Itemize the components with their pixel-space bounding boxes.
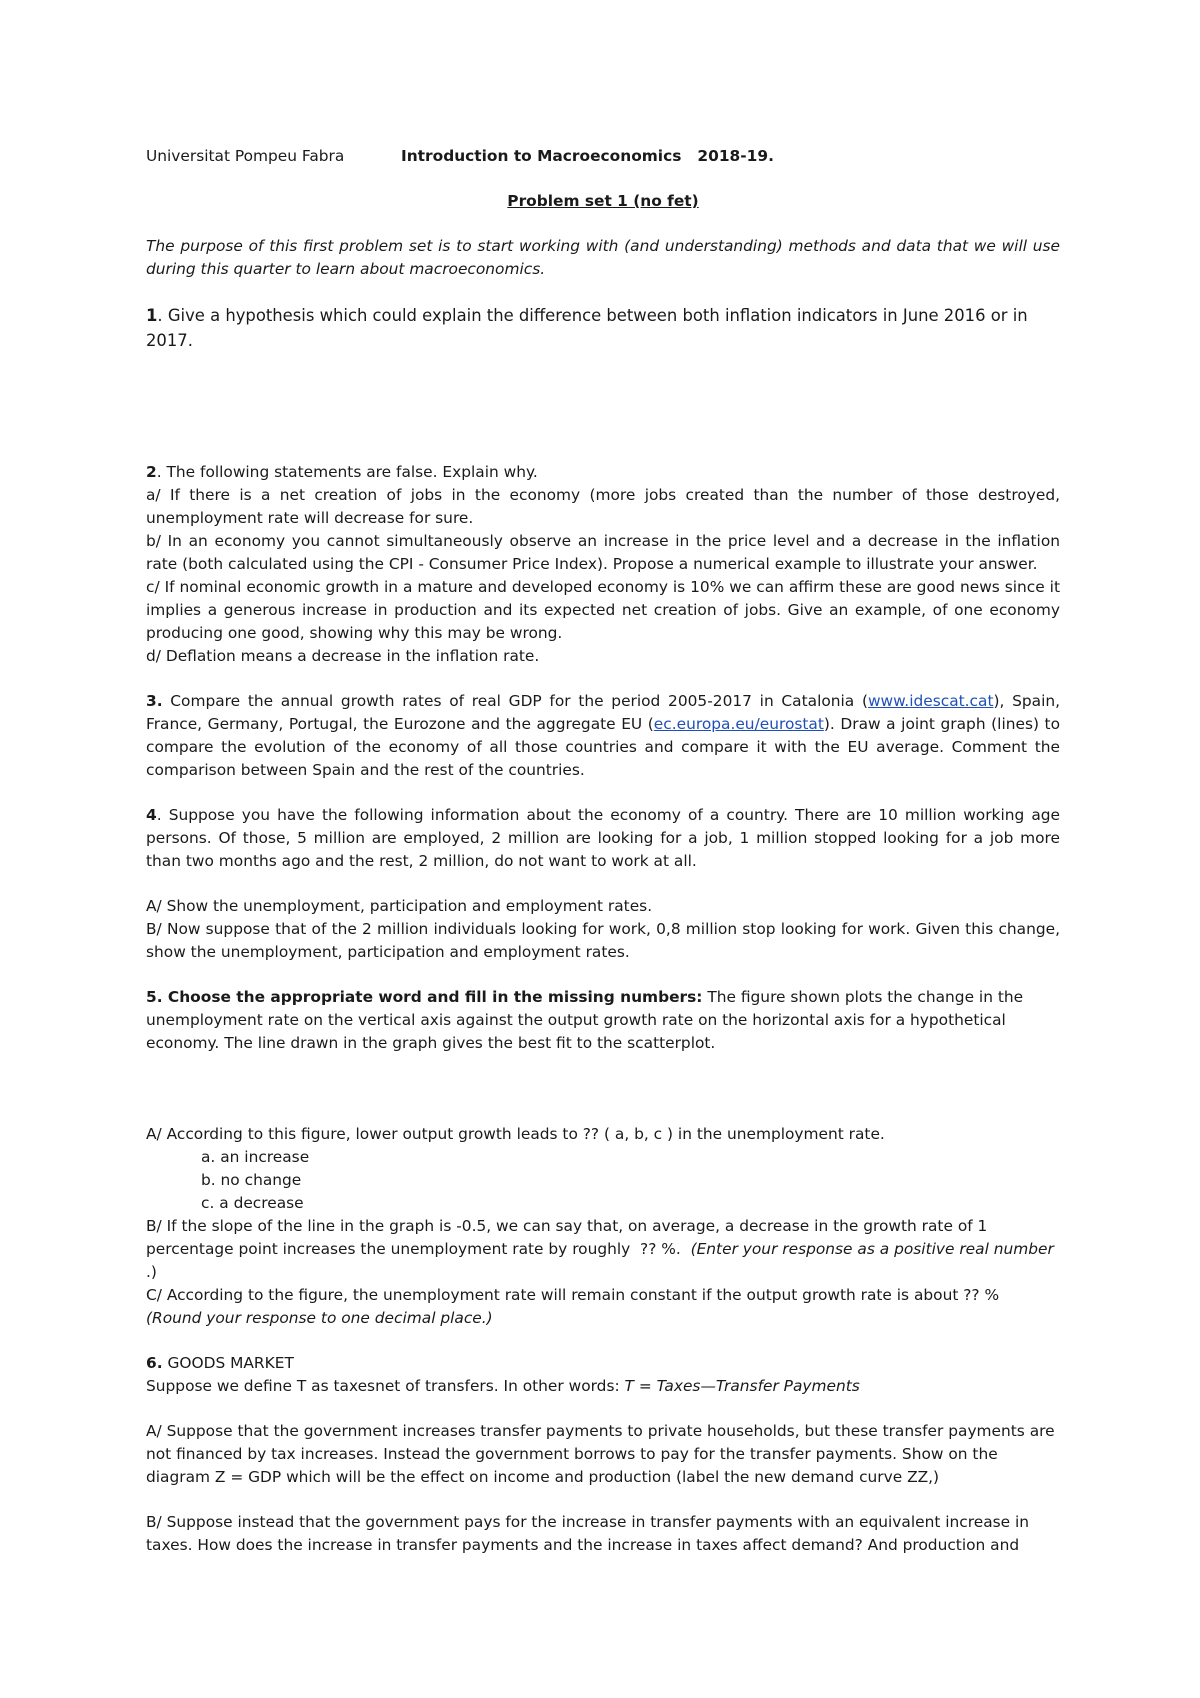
question-5b-note: (Enter your response as a positive real number <box>690 1240 1054 1258</box>
question-1-text: . Give a hypothesis which could explain the difference between both inflation indicators in June 2016 or in 2017. <box>146 306 1028 350</box>
question-3-text-1: Compare the annual growth rates of real GDP for the period 2005-2017 in Catalonia ( <box>162 692 868 710</box>
question-3 <box>146 690 1060 782</box>
question-3-number: 3. <box>146 692 163 710</box>
question-2-intro-text: . The following statements are false. Explain why. <box>156 463 538 481</box>
question-6-number: 6. <box>146 1354 163 1372</box>
question-2-number: 2 <box>146 463 157 481</box>
question-3-text-2: ), Spain, France, Germany, Portugal, the Eurozone and the aggregate EU ( <box>146 692 1060 733</box>
option-c: c. a decrease <box>201 1194 304 1212</box>
question-2d: d/ Deflation means a decrease in the inflation rate. <box>146 647 540 665</box>
question-4-parts <box>146 895 1060 964</box>
question-6b: B/ Suppose instead that the government pays for the increase in transfer payments with an equivalent increase in taxes. How does the increase in transfer payments and the increase in taxes affect demand? And production and <box>146 1513 1030 1554</box>
question-5c <box>146 1284 1060 1330</box>
question-5b-end: .) <box>146 1263 157 1281</box>
question-5c-text: C/ According to the figure, the unemployment rate will remain constant if the output growth rate is about ?? % <box>146 1286 1000 1304</box>
question-2 <box>146 461 1060 668</box>
option-b: b. no change <box>201 1171 302 1189</box>
option-a: a. an increase <box>201 1148 310 1166</box>
question-5b-text: B/ If the slope of the line in the graph is -0.5, we can say that, on average, a decrease in the growth rate of 1 percentage point increases the unemployment rate by roughly ?? %. <box>146 1217 993 1258</box>
question-2c: c/ If nominal economic growth in a mature and developed economy is 10% we can affirm these are good news since it implies a generous increase in production and its expected net creation of jobs. Give an example, of one economy producing one good, showing why this may be wrong. <box>146 578 1060 642</box>
question-4 <box>146 804 1060 873</box>
course-title: Introduction to Macroeconomics 2018-19. <box>401 147 774 165</box>
question-6-def-text: Suppose we define T as taxesnet of transfers. In other words: <box>146 1377 625 1395</box>
question-5c-note: (Round your response to one decimal place.) <box>146 1309 493 1327</box>
question-5b <box>146 1215 1060 1284</box>
question-2-intro <box>146 461 1060 484</box>
idescat-link[interactable]: www.idescat.cat <box>867 692 994 710</box>
question-5-lead: 5. Choose the appropriate word and fill in the missing numbers: <box>146 988 703 1006</box>
question-5 <box>146 986 1060 1055</box>
eurostat-link[interactable]: ec.europa.eu/eurostat <box>653 715 824 733</box>
question-5-parts <box>146 1123 1060 1330</box>
question-1-number: 1 <box>146 306 158 325</box>
question-4-number: 4 <box>146 806 157 824</box>
question-3-text-3: ). Draw a joint graph (lines) to compare the evolution of the economy of all those countries and compare it with the EU average. Comment the comparison between Spain and the rest of the countries. <box>146 715 1060 779</box>
question-6-definition <box>146 1375 1060 1398</box>
question-6-formula: T = Taxes—Transfer Payments <box>624 1377 860 1395</box>
university-name: Universitat Pompeu Fabra <box>146 147 345 165</box>
header <box>146 145 1060 168</box>
question-6 <box>146 1352 1060 1398</box>
question-2a: a/ If there is a net creation of jobs in the economy (more jobs created than the number of those destroyed, unemployment rate will decrease for sure. <box>146 486 1060 527</box>
intro-paragraph: The purpose of this first problem set is to start working with (and understanding) methods and data that we will use during this quarter to learn about macroeconomics. <box>146 237 1060 278</box>
question-4a: A/ Show the unemployment, participation and employment rates. <box>146 897 653 915</box>
question-4b: B/ Now suppose that of the 2 million individuals looking for work, 0,8 million stop looking for work. Given this change, show the unemployment, participation and employment rates. <box>146 920 1060 961</box>
question-5a: A/ According to this figure, lower output growth leads to ?? ( a, b, c ) in the unemployment rate. <box>146 1125 885 1143</box>
question-6-heading-text: GOODS MARKET <box>162 1354 294 1372</box>
question-5-text: The figure shown plots the change in the unemployment rate on the vertical axis against the output growth rate on the horizontal axis for a hypothetical economy. The line drawn in the graph gives the best fit to the scatterplot. <box>146 988 1024 1052</box>
question-6a: A/ Suppose that the government increases transfer payments to private households, but these transfer payments are not financed by tax increases. Instead the government borrows to pay for the transfer payments. Show on the diagram Z = GDP which will be the effect on income and production (label the new demand curve ZZ,) <box>146 1422 1055 1486</box>
question-4-text: . Suppose you have the following information about the economy of a country. There are 10 million working age persons. Of those, 5 million are employed, 2 million are looking for a job, 1 million stopped looking for a job more than two months ago and the rest, 2 million, do not want to work at all. <box>146 806 1060 870</box>
question-2b: b/ In an economy you cannot simultaneously observe an increase in the price level and a decrease in the inflation rate (both calculated using the CPI - Consumer Price Index). Propose a numerical example to illustrate your answer. <box>146 532 1060 573</box>
problem-set-title: Problem set 1 (no fet) <box>507 192 699 210</box>
question-1 <box>146 303 1060 353</box>
question-6-heading <box>146 1352 1060 1375</box>
